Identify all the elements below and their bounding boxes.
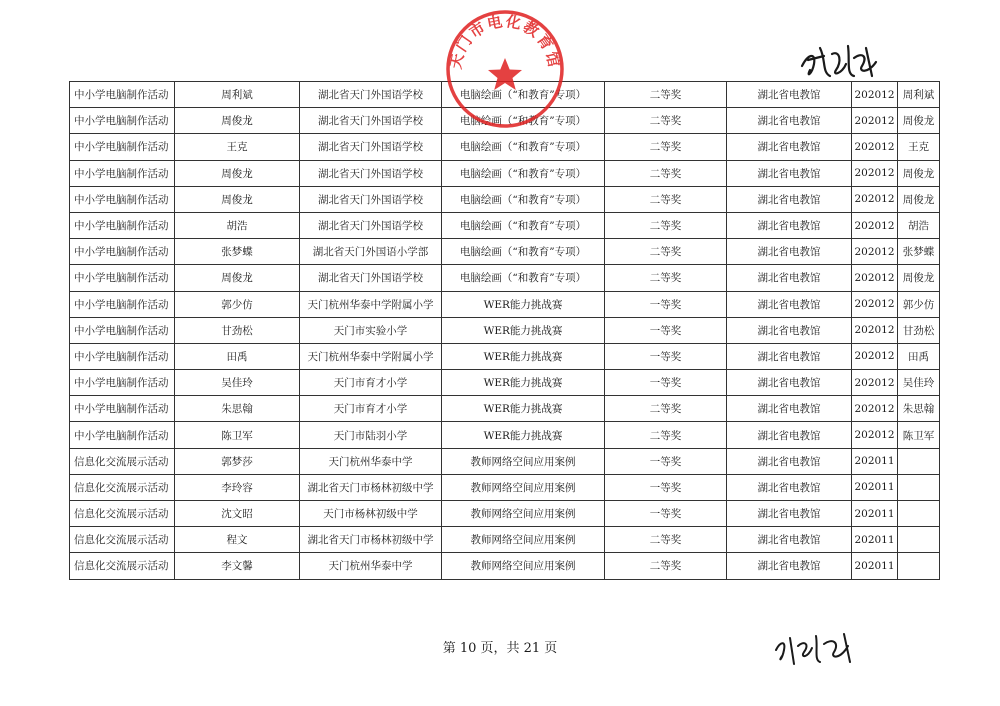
- cell-teacher: 郭少仿: [898, 291, 940, 317]
- cell-student: 张梦蝶: [175, 239, 300, 265]
- table-row: [70, 134, 940, 160]
- cell-school: 湖北省天门外国语学校: [300, 108, 442, 134]
- cell-date: 202012: [852, 265, 898, 291]
- cell-teacher: 甘劲松: [898, 317, 940, 343]
- award-table: [69, 81, 940, 580]
- cell-school: 湖北省天门外国语学校: [300, 160, 442, 186]
- cell-date: 202012: [852, 212, 898, 238]
- table-row: [70, 343, 940, 369]
- cell-date: 202011: [852, 527, 898, 553]
- cell-project: 电脑绘画（“和教育”专项）: [442, 134, 605, 160]
- cell-school: 天门市育才小学: [300, 370, 442, 396]
- cell-award: 二等奖: [605, 212, 727, 238]
- cell-school: 湖北省天门外国语小学部: [300, 239, 442, 265]
- cell-school: 天门杭州华泰中学附属小学: [300, 291, 442, 317]
- cell-award: 二等奖: [605, 82, 727, 108]
- table-row: [70, 501, 940, 527]
- cell-teacher: 王克: [898, 134, 940, 160]
- cell-project: WER能力挑战赛: [442, 370, 605, 396]
- cell-school: 天门市陆羽小学: [300, 422, 442, 448]
- cell-date: 202011: [852, 501, 898, 527]
- cell-student: 周俊龙: [175, 186, 300, 212]
- cell-organizer: 湖北省电教馆: [727, 422, 852, 448]
- cell-organizer: 湖北省电教馆: [727, 265, 852, 291]
- cell-project: 教师网络空间应用案例: [442, 448, 605, 474]
- svg-text:天门市电化教育馆: 天门市电化教育馆: [446, 12, 564, 71]
- cell-date: 202012: [852, 239, 898, 265]
- cell-student: 程文: [175, 527, 300, 553]
- cell-school: 天门市杨林初级中学: [300, 501, 442, 527]
- cell-organizer: 湖北省电教馆: [727, 160, 852, 186]
- cell-school: 湖北省天门外国语学校: [300, 212, 442, 238]
- cell-activity: 中小学电脑制作活动: [70, 317, 175, 343]
- cell-activity: 中小学电脑制作活动: [70, 265, 175, 291]
- cell-school: 湖北省天门市杨林初级中学: [300, 474, 442, 500]
- page-footer: 第 10 页，共 21 页: [442, 641, 558, 656]
- cell-award: 二等奖: [605, 160, 727, 186]
- table-row: [70, 474, 940, 500]
- cell-award: 一等奖: [605, 343, 727, 369]
- cell-date: 202012: [852, 343, 898, 369]
- cell-school: 湖北省天门外国语学校: [300, 82, 442, 108]
- cell-activity: 中小学电脑制作活动: [70, 370, 175, 396]
- cell-student: 陈卫军: [175, 422, 300, 448]
- cell-student: 周利斌: [175, 82, 300, 108]
- cell-activity: 中小学电脑制作活动: [70, 134, 175, 160]
- cell-activity: 中小学电脑制作活动: [70, 160, 175, 186]
- cell-date: 202012: [852, 186, 898, 212]
- cell-date: 202012: [852, 108, 898, 134]
- cell-organizer: 湖北省电教馆: [727, 553, 852, 579]
- cell-student: 甘劲松: [175, 317, 300, 343]
- cell-award: 二等奖: [605, 553, 727, 579]
- cell-activity: 信息化交流展示活动: [70, 553, 175, 579]
- cell-activity: 中小学电脑制作活动: [70, 82, 175, 108]
- cell-student: 吴佳玲: [175, 370, 300, 396]
- cell-activity: 信息化交流展示活动: [70, 527, 175, 553]
- cell-teacher: 陈卫军: [898, 422, 940, 448]
- cell-school: 湖北省天门市杨林初级中学: [300, 527, 442, 553]
- cell-project: 电脑绘画（“和教育”专项）: [442, 82, 605, 108]
- cell-project: 教师网络空间应用案例: [442, 527, 605, 553]
- cell-school: 天门杭州华泰中学: [300, 448, 442, 474]
- table-row: [70, 553, 940, 579]
- cell-date: 202012: [852, 134, 898, 160]
- cell-teacher: [898, 527, 940, 553]
- cell-activity: 信息化交流展示活动: [70, 474, 175, 500]
- cell-organizer: 湖北省电教馆: [727, 396, 852, 422]
- cell-organizer: 湖北省电教馆: [727, 343, 852, 369]
- cell-teacher: 周利斌: [898, 82, 940, 108]
- cell-award: 二等奖: [605, 422, 727, 448]
- cell-project: 电脑绘画（“和教育”专项）: [442, 186, 605, 212]
- cell-date: 202012: [852, 422, 898, 448]
- cell-organizer: 湖北省电教馆: [727, 186, 852, 212]
- table-row: [70, 448, 940, 474]
- cell-teacher: 周俊龙: [898, 186, 940, 212]
- cell-project: WER能力挑战赛: [442, 396, 605, 422]
- cell-teacher: [898, 474, 940, 500]
- cell-organizer: 湖北省电教馆: [727, 108, 852, 134]
- cell-activity: 中小学电脑制作活动: [70, 239, 175, 265]
- cell-activity: 中小学电脑制作活动: [70, 291, 175, 317]
- cell-award: 一等奖: [605, 448, 727, 474]
- cell-award: 一等奖: [605, 291, 727, 317]
- cell-project: 电脑绘画（“和教育”专项）: [442, 212, 605, 238]
- official-seal-icon: [444, 8, 566, 130]
- cell-student: 周俊龙: [175, 160, 300, 186]
- cell-date: 202011: [852, 474, 898, 500]
- cell-award: 二等奖: [605, 527, 727, 553]
- cell-award: 一等奖: [605, 501, 727, 527]
- cell-teacher: 周俊龙: [898, 265, 940, 291]
- cell-activity: 中小学电脑制作活动: [70, 108, 175, 134]
- cell-date: 202012: [852, 396, 898, 422]
- cell-project: WER能力挑战赛: [442, 343, 605, 369]
- cell-teacher: [898, 448, 940, 474]
- cell-organizer: 湖北省电教馆: [727, 82, 852, 108]
- cell-student: 郭少仿: [175, 291, 300, 317]
- cell-project: 电脑绘画（“和教育”专项）: [442, 160, 605, 186]
- cell-organizer: 湖北省电教馆: [727, 474, 852, 500]
- cell-organizer: 湖北省电教馆: [727, 212, 852, 238]
- table-row: [70, 527, 940, 553]
- table-row: [70, 396, 940, 422]
- cell-award: 一等奖: [605, 474, 727, 500]
- cell-date: 202012: [852, 370, 898, 396]
- cell-project: 电脑绘画（“和教育”专项）: [442, 265, 605, 291]
- cell-student: 田禹: [175, 343, 300, 369]
- cell-school: 湖北省天门外国语学校: [300, 134, 442, 160]
- cell-activity: 中小学电脑制作活动: [70, 422, 175, 448]
- cell-award: 一等奖: [605, 317, 727, 343]
- cell-award: 二等奖: [605, 134, 727, 160]
- cell-date: 202012: [852, 160, 898, 186]
- table-row: [70, 291, 940, 317]
- cell-award: 二等奖: [605, 239, 727, 265]
- cell-award: 二等奖: [605, 396, 727, 422]
- cell-organizer: 湖北省电教馆: [727, 448, 852, 474]
- cell-organizer: 湖北省电教馆: [727, 291, 852, 317]
- cell-activity: 中小学电脑制作活动: [70, 343, 175, 369]
- cell-school: 湖北省天门外国语学校: [300, 186, 442, 212]
- cell-project: 教师网络空间应用案例: [442, 553, 605, 579]
- cell-school: 天门杭州华泰中学: [300, 553, 442, 579]
- cell-award: 二等奖: [605, 265, 727, 291]
- cell-student: 胡浩: [175, 212, 300, 238]
- table-row: [70, 186, 940, 212]
- cell-project: 电脑绘画（“和教育”专项）: [442, 239, 605, 265]
- cell-award: 二等奖: [605, 108, 727, 134]
- cell-activity: 信息化交流展示活动: [70, 501, 175, 527]
- cell-date: 202011: [852, 448, 898, 474]
- table-row: [70, 317, 940, 343]
- cell-teacher: 张梦蝶: [898, 239, 940, 265]
- cell-teacher: [898, 501, 940, 527]
- table-row: [70, 160, 940, 186]
- cell-project: 电脑绘画（“和教育”专项）: [442, 108, 605, 134]
- cell-teacher: 胡浩: [898, 212, 940, 238]
- cell-student: 周俊龙: [175, 265, 300, 291]
- cell-teacher: 朱思翰: [898, 396, 940, 422]
- cell-student: 朱思翰: [175, 396, 300, 422]
- cell-organizer: 湖北省电教馆: [727, 527, 852, 553]
- cell-date: 202011: [852, 553, 898, 579]
- cell-organizer: 湖北省电教馆: [727, 317, 852, 343]
- cell-award: 二等奖: [605, 186, 727, 212]
- cell-school: 湖北省天门外国语学校: [300, 265, 442, 291]
- cell-school: 天门市实验小学: [300, 317, 442, 343]
- cell-student: 李文馨: [175, 553, 300, 579]
- cell-student: 李玲容: [175, 474, 300, 500]
- table-row: [70, 239, 940, 265]
- cell-student: 郭梦莎: [175, 448, 300, 474]
- cell-teacher: 周俊龙: [898, 160, 940, 186]
- table-row: [70, 422, 940, 448]
- cell-teacher: 田禹: [898, 343, 940, 369]
- cell-project: WER能力挑战赛: [442, 422, 605, 448]
- cell-date: 202012: [852, 82, 898, 108]
- cell-award: 一等奖: [605, 370, 727, 396]
- table-row: [70, 265, 940, 291]
- cell-project: WER能力挑战赛: [442, 291, 605, 317]
- cell-student: 沈文昭: [175, 501, 300, 527]
- cell-activity: 中小学电脑制作活动: [70, 186, 175, 212]
- cell-teacher: [898, 553, 940, 579]
- cell-project: WER能力挑战赛: [442, 317, 605, 343]
- cell-school: 天门市育才小学: [300, 396, 442, 422]
- cell-activity: 信息化交流展示活动: [70, 448, 175, 474]
- cell-organizer: 湖北省电教馆: [727, 370, 852, 396]
- cell-school: 天门杭州华泰中学附属小学: [300, 343, 442, 369]
- signature-top-icon: [796, 40, 886, 84]
- cell-teacher: 吴佳玲: [898, 370, 940, 396]
- cell-date: 202012: [852, 291, 898, 317]
- cell-organizer: 湖北省电教馆: [727, 239, 852, 265]
- cell-organizer: 湖北省电教馆: [727, 501, 852, 527]
- table-row: [70, 212, 940, 238]
- cell-student: 王克: [175, 134, 300, 160]
- cell-project: 教师网络空间应用案例: [442, 501, 605, 527]
- cell-teacher: 周俊龙: [898, 108, 940, 134]
- cell-activity: 中小学电脑制作活动: [70, 212, 175, 238]
- cell-activity: 中小学电脑制作活动: [70, 396, 175, 422]
- cell-organizer: 湖北省电教馆: [727, 134, 852, 160]
- table-row: [70, 370, 940, 396]
- cell-student: 周俊龙: [175, 108, 300, 134]
- cell-date: 202012: [852, 317, 898, 343]
- signature-bottom-icon: [770, 628, 866, 668]
- cell-project: 教师网络空间应用案例: [442, 474, 605, 500]
